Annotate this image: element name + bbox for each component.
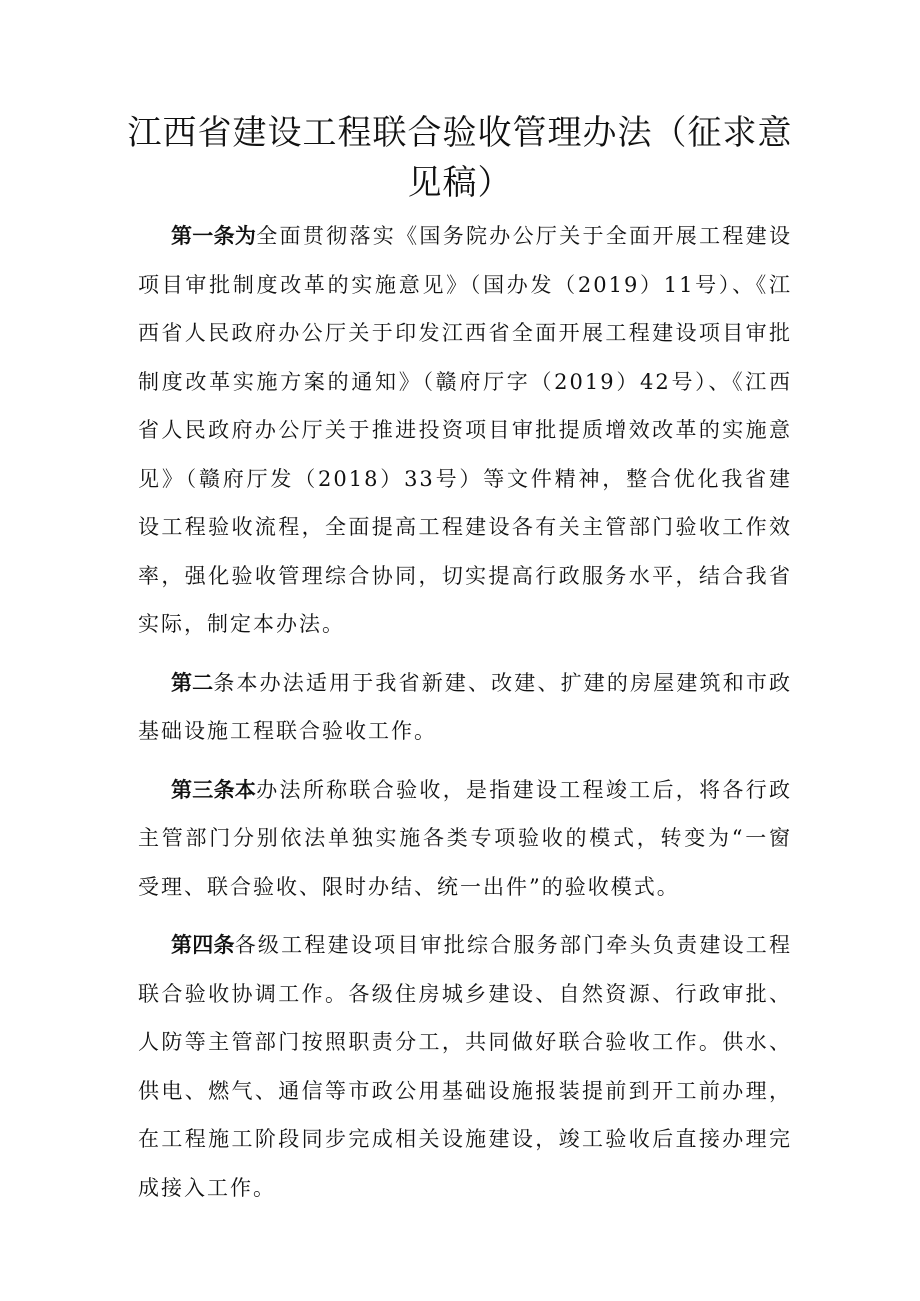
article-4 xyxy=(138,921,792,1212)
article-4-label: 第四条 xyxy=(171,933,235,957)
article-2-label: 第二 xyxy=(171,670,214,695)
article-3-label: 第三条本 xyxy=(171,777,257,802)
article-2-text: 条本办法适用于我省新建、改建、扩建的房屋建筑和市政基础设施工程联合验收工作。 xyxy=(138,670,793,743)
document-title: 江西省建设工程联合验收管理办法（征求意见稿） xyxy=(127,113,793,203)
article-1-label: 第一条为 xyxy=(171,224,257,248)
article-2 xyxy=(138,659,792,756)
article-4-text: 各级工程建设项目审批综合服务部门牵头负责建设工程联合验收协调工作。各级住房城乡建设、自然资源、行政审批、人防等主管部门按照职责分工，共同做好联合验收工作。供水、供电、燃气、通信等市政公用基础设施报装提前到开工前办理，在工程施工阶段同步完成相关设施建设，竣工验收后直接办理完成接入工作。 xyxy=(138,933,793,1200)
article-3-text: 办法所称联合验收，是指建设工程竣工后，将各行政主管部门分别依法单独实施各类专项验收的模式，转变为“一窗受理、联合验收、限时办结、统一出件”的验收模式。 xyxy=(138,777,793,899)
article-3 xyxy=(138,766,792,912)
document-body xyxy=(138,212,792,1222)
article-1-text: 全面贯彻落实《国务院办公厅关于全面开展工程建设项目审批制度改革的实施意见》（国办发（2019）11号）、《江西省人民政府办公厅关于印发江西省全面开展工程建设项目审批制度改革实施方案的通知》（赣府厅字（2019）42号）、《江西省人民政府办公厅关于推进投资项目审批提质增效改革的实施意见》（赣府厅发（2018）33号）等文件精神，整合优化我省建设工程验收流程，全面提高工程建设各有关主管部门验收工作效率，强化验收管理综合协同，切实提高行政服务水平，结合我省实际，制定本办法。 xyxy=(138,224,793,636)
article-1 xyxy=(138,212,792,649)
